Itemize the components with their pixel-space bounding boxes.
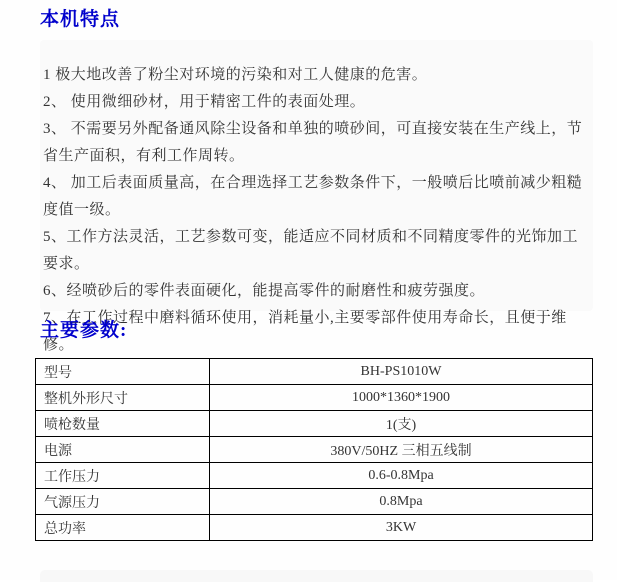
feature-item: 1 极大地改善了粉尘对环境的污染和对工人健康的危害。: [43, 67, 428, 83]
param-label-cell: 工作压力: [36, 463, 210, 489]
param-table-row: [36, 359, 593, 385]
param-label-cell: 整机外形尺寸: [36, 385, 210, 411]
param-table-row: [36, 489, 593, 515]
param-value-cell: 0.8Mpa: [210, 489, 593, 515]
param-value-cell: BH-PS1010W: [210, 359, 593, 385]
param-value-cell: 0.6-0.8Mpa: [210, 463, 593, 489]
param-value-cell: 3KW: [210, 515, 593, 541]
param-table-row: [36, 385, 593, 411]
param-table-row: [36, 515, 593, 541]
param-table-row: [36, 437, 593, 463]
param-table-row: [36, 463, 593, 489]
params-heading: 主要参数:: [40, 320, 128, 341]
param-value-cell: 380V/50HZ 三相五线制: [210, 437, 593, 463]
feature-item: 3、 不需要另外配备通风除尘设备和单独的喷砂间，可直接安装在生产线上，节省生产面积，有利工作周转。: [43, 121, 583, 164]
feature-item: 2、 使用微细砂材，用于精密工件的表面处理。: [43, 94, 366, 110]
param-value-cell: 1000*1360*1900: [210, 385, 593, 411]
feature-item: 4、 加工后表面质量高，在合理选择工艺参数条件下，一般喷后比喷前减少粗糙度值一级。: [43, 175, 583, 218]
feature-item: 7、在工作过程中磨料循环使用，消耗量小,主要零部件使用寿命长，且便于维修。: [43, 310, 567, 353]
params-table: [35, 358, 593, 541]
feature-item: 5、工作方法灵活，工艺参数可变，能适应不同材质和不同精度零件的光饰加工要求。: [43, 229, 579, 272]
param-label-cell: 气源压力: [36, 489, 210, 515]
params-table-body: [36, 359, 593, 541]
param-label-cell: 电源: [36, 437, 210, 463]
features-heading: 本机特点: [40, 9, 121, 30]
param-label-cell: 喷枪数量: [36, 411, 210, 437]
param-label-cell: 总功率: [36, 515, 210, 541]
feature-item: 6、经喷砂后的零件表面硬化，能提高零件的耐磨性和疲劳强度。: [43, 283, 486, 299]
param-value-cell: 1(支): [210, 411, 593, 437]
param-table-row: [36, 411, 593, 437]
next-section-panel-edge: [40, 570, 593, 582]
param-label-cell: 型号: [36, 359, 210, 385]
